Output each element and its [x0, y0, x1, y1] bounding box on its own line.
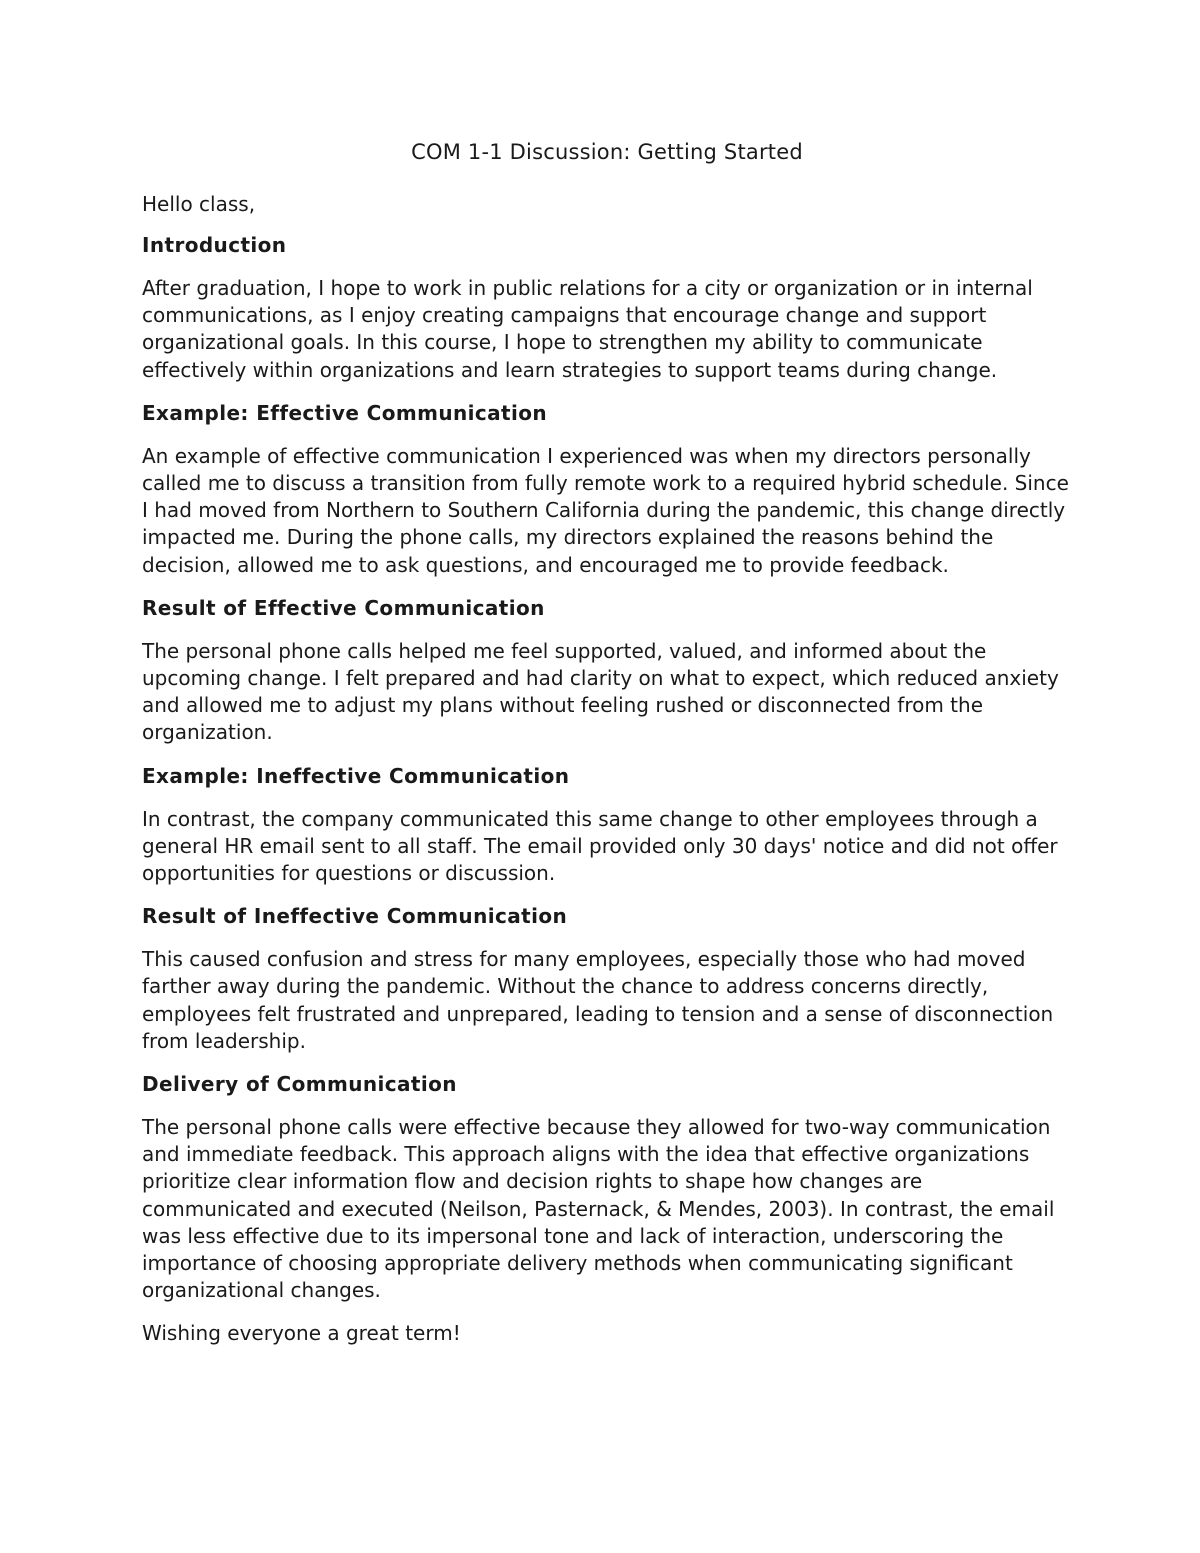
section-ineffective-example — [142, 763, 1072, 888]
section-delivery — [142, 1071, 1072, 1304]
section-heading: Introduction — [142, 233, 287, 257]
section-heading: Example: Ineffective Communication — [142, 763, 570, 788]
section-effective-result — [142, 595, 1072, 747]
section-body: The personal phone calls were effective because they allowed for two-way communication and immediate feedback. This approach aligns with the idea that effective organizations prioritize clear information flow and decision rights to shape how changes are communicated and executed (Neilson, Pasternack, & Mendes, 2003). In contrast, the email was less effective due to its impersonal tone and lack of interaction, underscoring the importance of choosing appropriate delivery methods when communicating significant organizational changes. — [142, 1115, 1055, 1303]
document-content — [142, 139, 1072, 1347]
section-heading: Example: Effective Communication — [142, 400, 548, 425]
section-heading: Result of Effective Communication — [142, 595, 545, 620]
section-introduction — [142, 232, 1072, 384]
greeting: Hello class, — [142, 192, 256, 216]
section-body: In contrast, the company communicated this same change to other employees through a general HR email sent to all staff. The email provided only 30 days' notice and did not offer opportunities for questions or discussion. — [142, 806, 1058, 886]
section-effective-example — [142, 400, 1072, 579]
section-heading: Result of Ineffective Communication — [142, 904, 568, 929]
document-title: COM 1-1 Discussion: Getting Started — [411, 140, 803, 164]
section-body: An example of effective communication I experienced was when my directors personally called me to discuss a transition from fully remote work to a required hybrid schedule. Since I had moved from Northern to Southern California during the pandemic, this change directly impacted me. During the phone calls, my directors explained the reasons behind the decision, allowed me to ask questions, and encouraged me to provide feedback. — [142, 443, 1069, 577]
section-body: This caused confusion and stress for many employees, especially those who had moved farther away during the pandemic. Without the chance to address concerns directly, employees felt frustrated and unprepared, leading to tension and a sense of disconnection from leadership. — [142, 947, 1054, 1053]
section-body: After graduation, I hope to work in public relations for a city or organization or in internal communications, as I enjoy creating campaigns that encourage change and support organizational goals. In this course, I hope to strengthen my ability to communicate effectively within organizations and learn strategies to support teams during change. — [142, 276, 1033, 382]
section-ineffective-result — [142, 903, 1072, 1055]
section-body: The personal phone calls helped me feel supported, valued, and informed about the upcoming change. I felt prepared and had clarity on what to expect, which reduced anxiety and allowed me to adjust my plans without feeling rushed or disconnected from the organization. — [142, 638, 1059, 745]
section-heading: Delivery of Communication — [142, 1072, 457, 1097]
closing-line: Wishing everyone a great term! — [142, 1321, 461, 1346]
